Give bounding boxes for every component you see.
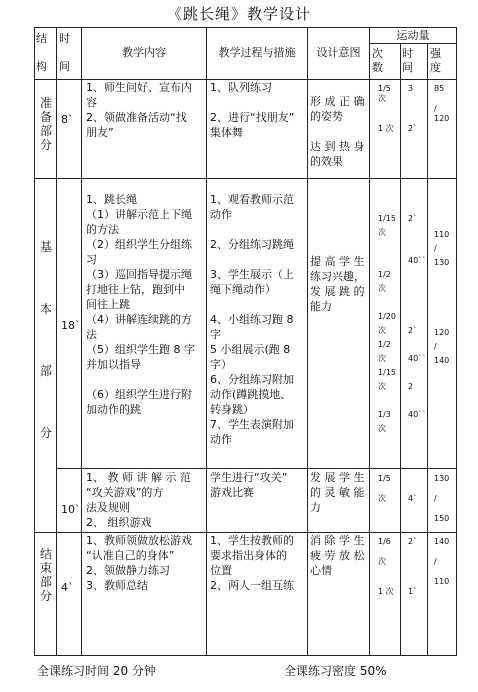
main-process-1: 1、观看教师示范 动作 2、分组练习跳绳 3、学生展示（上 绳下绳动作） 4、小组练习跑 8 字 5 小组展示(跑 8 字） 6、分组练习附加 动作(蹲跳摸地、 转身跳） 7、学生表演附加 动作 [210,193,294,446]
header-count-1: 次 [372,47,383,60]
main-time-2: 10` [61,503,81,516]
main-count-2: 1/5 次 [378,474,391,503]
end-intensity: 140 / 110 [434,537,450,586]
header-count [372,47,400,75]
main-label-1: 基 [39,240,52,254]
footer-total-time: 全课练习时间 20 分钟 [37,664,156,678]
header-intensity-2: 度 [430,61,441,74]
end-label-4: 分 [39,589,52,603]
end-intent: 消 除 学 生 疲 劳 放 松 心情 [310,534,365,577]
header-structure-2: 构 [36,60,47,73]
prep-label-4: 分 [39,138,52,152]
main-label-2: 本 [39,302,52,316]
end-label-1: 结 [39,547,52,561]
main-load-time-1: 2` 40`` 2` 40`` 2 40`` [408,214,427,419]
header-structure-1: 结 [36,32,47,45]
footer-density: 全课练习密度 50% [284,664,387,678]
header-structure [36,32,56,74]
header-intensity [430,47,455,75]
prep-count: 1/5 次 1 次 [378,84,394,133]
main-content-2: 1、 教 师 讲 解 示 范 “攻关游戏”的方 法及规则 2、 组织游戏 [86,471,191,529]
main-label [35,240,57,440]
header-time-1: 时 [59,32,70,45]
end-label-2: 束 [39,561,52,575]
header-intensity-1: 强 [430,47,441,60]
header-content: 教学内容 [122,46,166,59]
end-process: 1、学生按教师的 要求指出身体的 位置 2、两人一组互练 [210,534,294,592]
prep-label-2: 备 [39,110,52,124]
main-load-time-2: 4` [408,494,418,503]
end-load-time: 2` 1` [408,537,418,596]
page-title: 《跳长绳》教学设计 [166,5,311,23]
prep-label-1: 准 [39,96,52,110]
prep-content: 1、师生问好、宣布内 容 2、领做准备活动“找 朋友” [86,81,192,139]
header-load: 运动量 [396,29,430,42]
prep-intensity: 85 / 120 [434,84,450,123]
main-count-1: 1/15 次 1/2 次 1/20 次 1/2 次 1/15 次 1/3 次 [378,214,396,433]
main-intensity-2: 130 / 150 [434,474,450,523]
header-load-time-1: 时 [402,47,413,60]
header-count-2: 数 [372,61,383,74]
main-process-2: 学生进行“攻关” 游戏比赛 [210,471,288,499]
prep-process: 1、队列练习 2、进行“找朋友” 集体舞 [210,81,295,139]
end-label-3: 部 [39,575,52,589]
prep-intent: 形 成 正 确 的姿势 达 到 热 身 的效果 [310,95,365,168]
prep-time: 8` [61,113,74,126]
end-label [35,547,57,603]
header-load-time [402,47,427,75]
main-content-1: 1、跳长绳 （1）讲解示范上下绳 的方法 （2）组织学生分组练 习 （3）巡回指导提示绳 打地往上钻，跑到中 间往上跳 （4）讲解连续跳的方 法 （5）组织学生跑 8 字 并加以指导 （6）组织学生进行附 加动作的跳 [86,193,195,416]
main-intent-2: 发 展 学 生 的 灵 敏 能 力 [310,471,365,514]
main-label-3: 部 [39,364,52,378]
prep-load-time: 3 2` [408,84,418,133]
end-content: 1、教师领做放松游戏 “认准自己的身体” 2、领做静力练习 3、教师总结 [86,534,192,592]
main-intensity-1: 110 / 130 120 / 140 [434,230,450,365]
header-intent: 设计意图 [316,46,361,59]
prep-label [35,96,57,152]
main-time-1: 18` [61,319,81,332]
header-time [59,32,79,74]
end-count: 1/6 次 1 次 [378,537,394,596]
main-intent-1: 提 高 学 生 练习兴趣， 发 展 跳 的 能力 [310,255,365,313]
main-label-4: 分 [39,426,52,440]
header-load-time-2: 间 [402,61,413,74]
header-time-2: 间 [59,60,70,73]
end-time: 4` [61,581,74,594]
prep-label-3: 部 [39,124,52,138]
header-process: 教学过程与措施 [218,46,296,59]
